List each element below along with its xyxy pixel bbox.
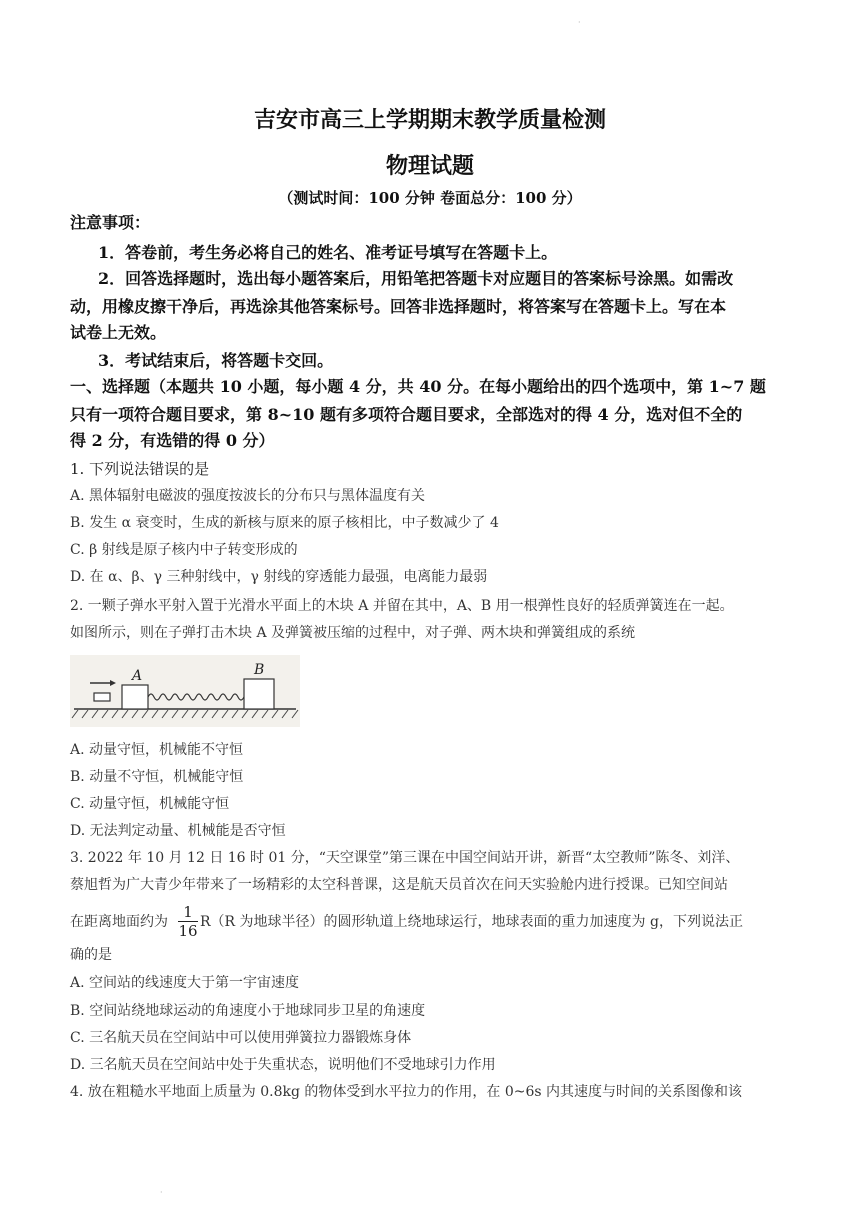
q1-option-d: D. 在 α、β、γ 三种射线中，γ 射线的穿透能力最强，电离能力最弱 [70,569,488,585]
spring-block-figure [70,655,300,727]
block-a-label: A [132,668,143,684]
q1-option-c: C. β 射线是原子核内中子转变形成的 [70,542,298,558]
q2-option-b: B. 动量不守恒，机械能守恒 [70,769,244,785]
q1-option-b: B. 发生 α 衰变时，生成的新核与原来的原子核相比，中子数减少了 4 [70,515,499,531]
notes-heading: 注意事项： [70,213,151,232]
section-1-heading-3: 得 2 分，有选错的得 0 分） [70,431,275,450]
note-3: 3．考试结束后，将答题卡交回。 [98,351,334,370]
note-1: 1．答卷前，考生务必将自己的姓名、准考证号填写在答题卡上。 [98,243,558,262]
q2-option-a: A. 动量守恒，机械能不守恒 [70,742,244,758]
q3-option-c: C. 三名航天员在空间站中可以使用弹簧拉力器锻炼身体 [70,1030,412,1046]
section-1-heading-1: 一、选择题（本题共 10 小题，每小题 4 分，共 40 分。在每小题给出的四个选项中，第 1~7 题 [70,377,766,396]
fraction-numerator: 1 [178,903,198,922]
exam-title: 吉安市高三上学期期末教学质量检测 [253,107,606,133]
section-1-heading-2: 只有一项符合题目要求，第 8~10 题有多项符合题目要求，全部选对的得 4 分，选对但不全的 [70,405,743,424]
q3-stem-4: 确的是 [70,947,112,963]
exam-meta: （测试时间：100 分钟 卷面总分：100 分） [278,189,582,207]
block-a [122,685,148,709]
fraction-one-sixteenth [178,903,198,940]
q3-stem-3-pre: 在距离地面约为 [70,914,168,930]
scan-speck: · [160,1188,163,1197]
q3-stem-2: 蔡旭哲为广大青少年带来了一场精彩的太空科普课，这是航天员首次在问天实验舱内进行授课。已知空间站 [70,877,728,893]
q2-option-d: D. 无法判定动量、机械能是否守恒 [70,823,286,839]
fraction-denominator: 16 [178,922,198,940]
exam-subject: 物理试题 [385,153,474,179]
q1-stem: 1. 下列说法错误的是 [70,460,210,478]
q2-stem-2: 如图所示，则在子弹打击木块 A 及弹簧被压缩的过程中，对子弹、两木块和弹簧组成的系统 [70,625,636,641]
q3-stem-1: 3. 2022 年 10 月 12 日 16 时 01 分，“天空课堂”第三课在中国空间站开讲，新晋“太空教师”陈冬、刘洋、 [70,850,740,866]
spring-block-diagram [70,655,300,727]
scan-speck: · [578,18,581,27]
q3-option-d: D. 三名航天员在空间站中处于失重状态，说明他们不受地球引力作用 [70,1057,496,1073]
q2-option-c: C. 动量守恒，机械能守恒 [70,796,230,812]
q3-option-b: B. 空间站绕地球运动的角速度小于地球同步卫星的角速度 [70,1003,426,1019]
q4-stem-1: 4. 放在粗糙水平地面上质量为 0.8kg 的物体受到水平拉力的作用，在 0~6s 内其速度与时间的关系图像和该 [70,1084,743,1100]
note-2-line-1: 2．回答选择题时，选出每小题答案后，用铅笔把答题卡对应题目的答案标号涂黑。如需改 [98,269,734,288]
q3-option-a: A. 空间站的线速度大于第一宇宙速度 [70,975,300,991]
note-2-line-2: 动，用橡皮擦干净后，再选涂其他答案标号。回答非选择题时，将答案写在答题卡上。写在本 [70,297,727,316]
note-2-line-3: 试卷上无效。 [70,323,167,342]
q1-option-a: A. 黑体辐射电磁波的强度按波长的分布只与黑体温度有关 [70,488,426,504]
block-b [244,679,274,709]
q2-stem-1: 2. 一颗子弹水平射入置于光滑水平面上的木块 A 并留在其中，A、B 用一根弹性良好的轻质弹簧连在一起。 [70,598,734,614]
bullet [94,693,110,701]
block-b-label: B [254,662,265,678]
q3-stem-3-post: R（R 为地球半径）的圆形轨道上绕地球运行，地球表面的重力加速度为 g，下列说法正 [200,914,743,930]
